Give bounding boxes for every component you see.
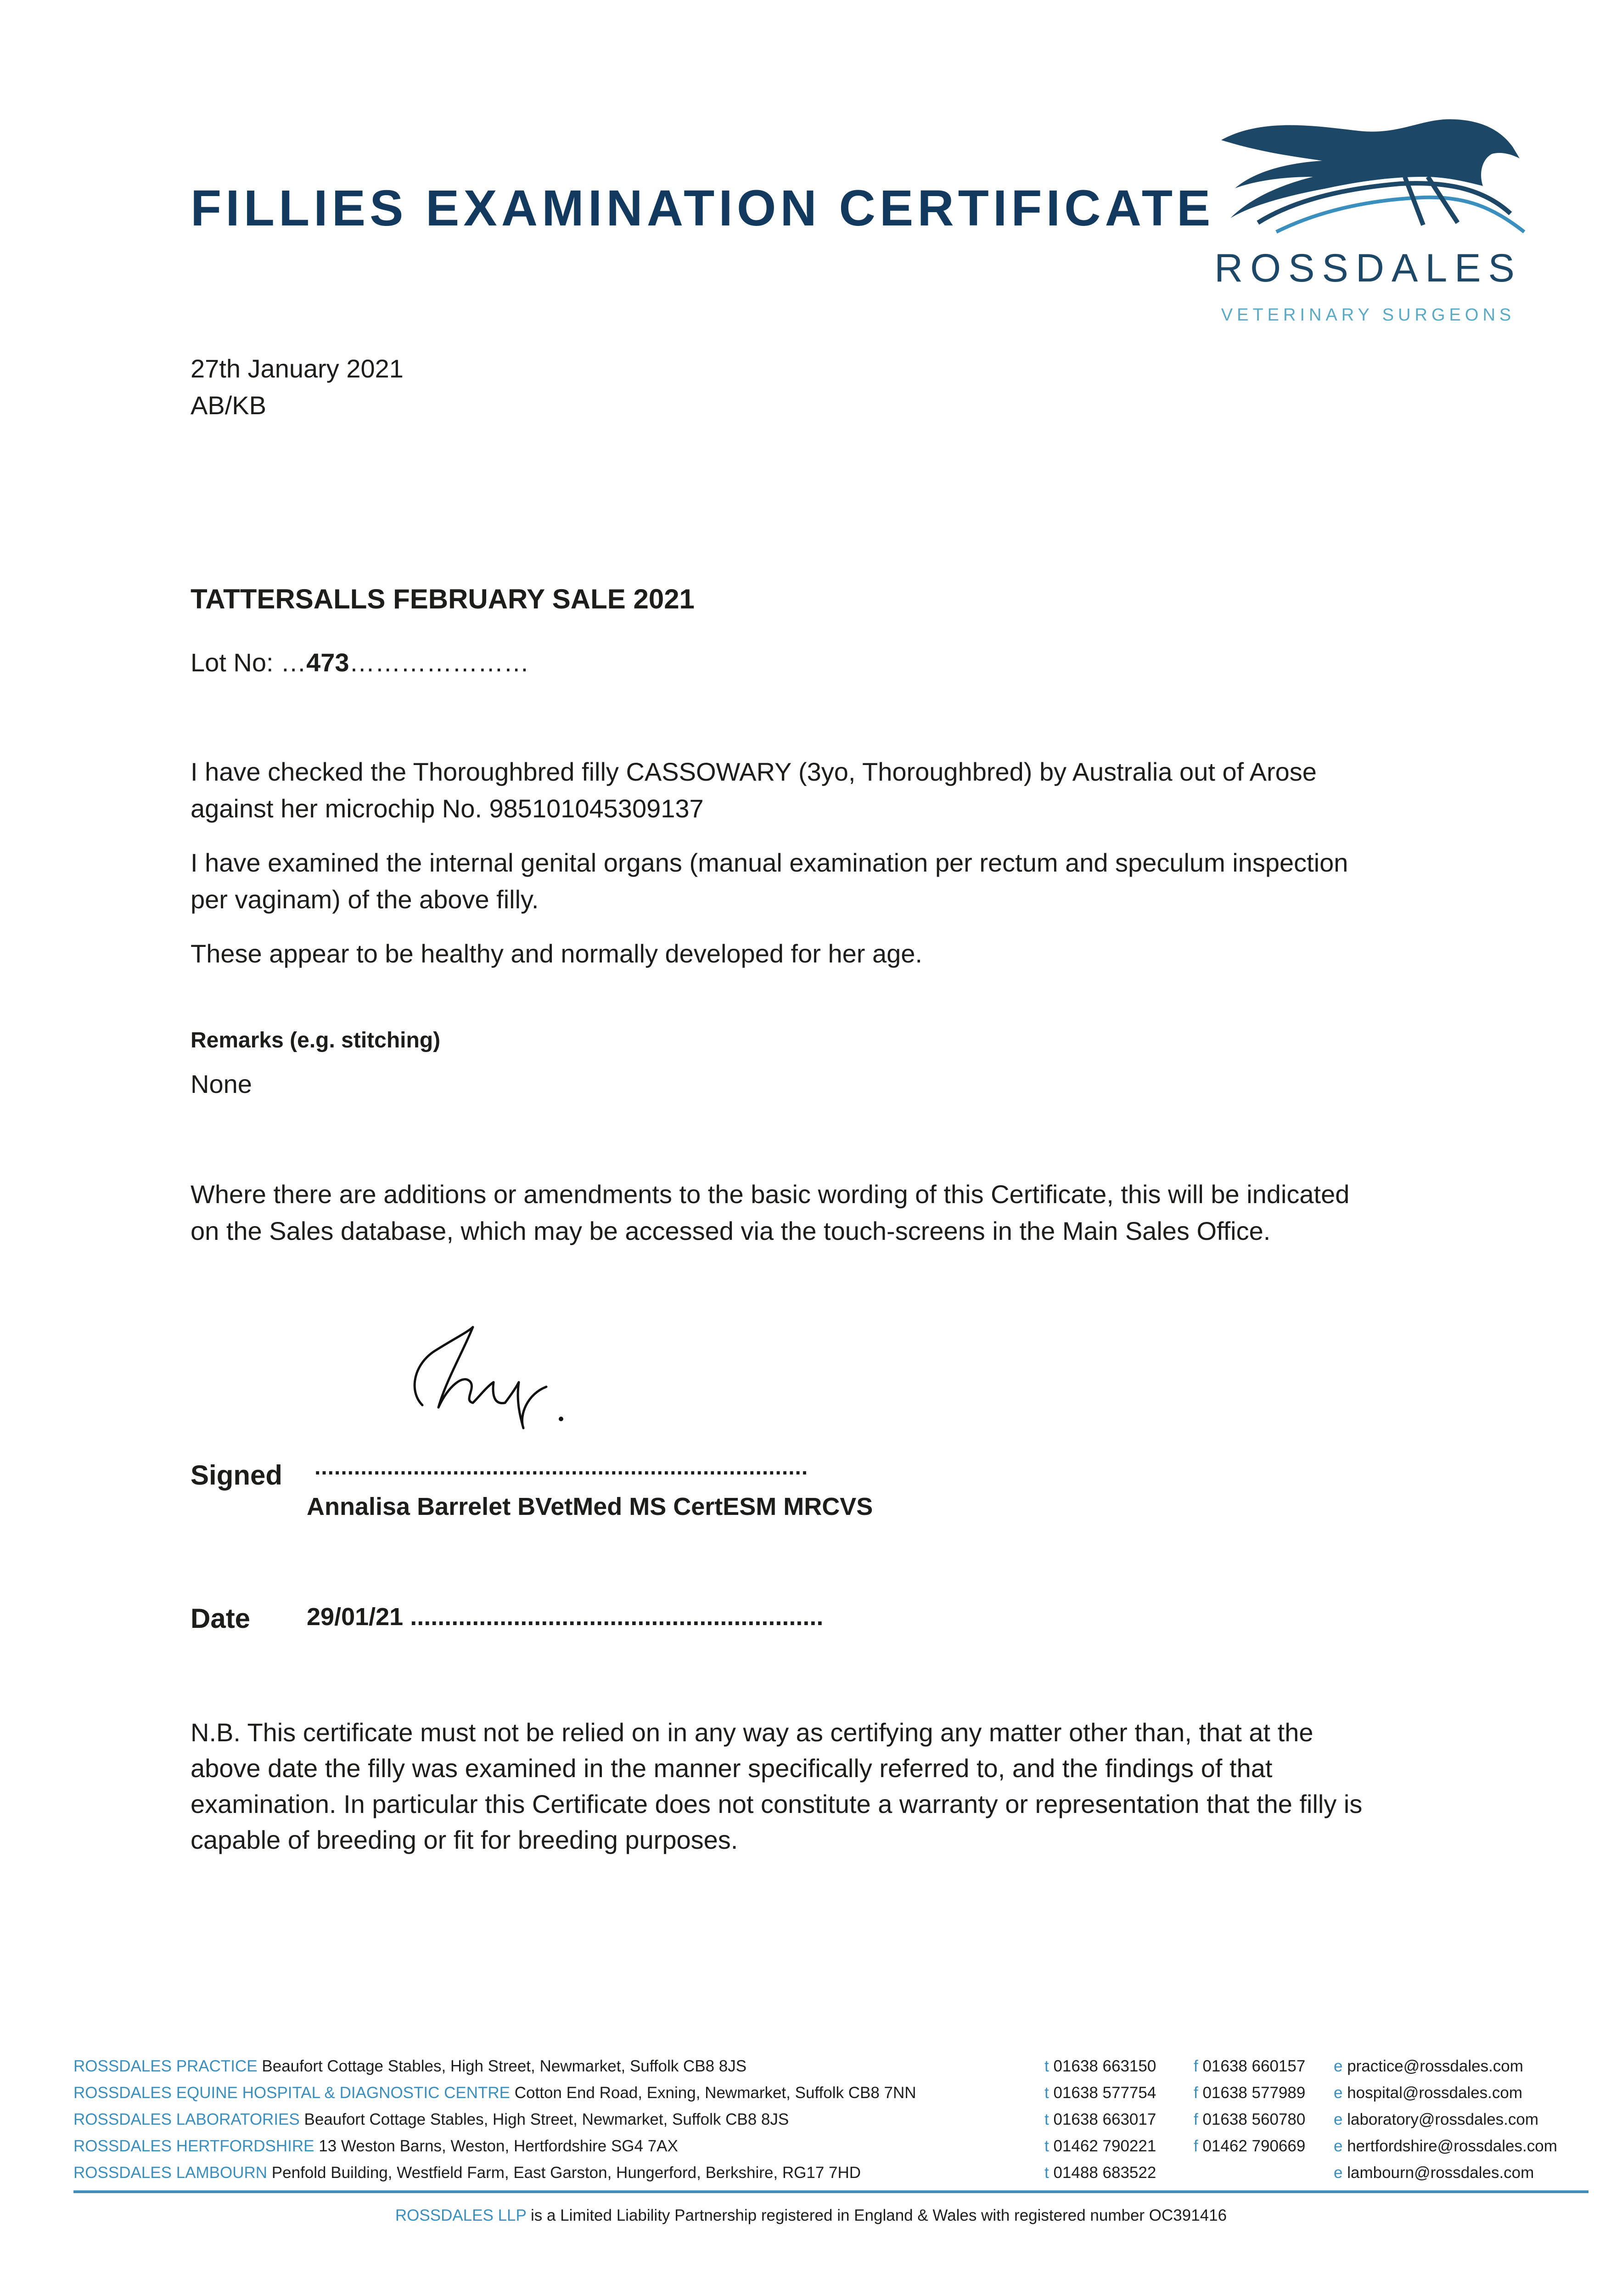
footer-phone: 01638 577754 xyxy=(1053,2084,1156,2102)
footer-contacts xyxy=(73,2057,1588,2190)
footer-llp-name: ROSSDALES LLP xyxy=(395,2206,527,2224)
footer-email[interactable]: practice@rossdales.com xyxy=(1347,2057,1523,2075)
nb-line-1: N.B. This certificate must not be relied on in any way as certifying any matter other than, that at the xyxy=(191,1718,1313,1747)
rossdales-logo xyxy=(1207,108,1529,338)
footer-email[interactable]: hospital@rossdales.com xyxy=(1347,2084,1523,2102)
paragraph-exam-line-1: I have examined the internal genital organs (manual examination per rectum and speculum inspection xyxy=(191,848,1348,877)
footer-email[interactable]: hertfordshire@rossdales.com xyxy=(1347,2137,1557,2155)
certificate-title: FILLIES EXAMINATION CERTIFICATE xyxy=(191,180,1215,236)
footer-hospital-address: Cotton End Road, Exning, Newmarket, Suffolk CB8 7NN xyxy=(514,2084,916,2102)
signed-date-dots: ............................................................ xyxy=(410,1603,824,1631)
footer-fax: 01638 577989 xyxy=(1202,2084,1306,2102)
fax-prefix: f xyxy=(1194,2110,1198,2128)
lot-number: 473 xyxy=(306,648,349,677)
phone-prefix: t xyxy=(1044,2164,1049,2182)
paragraph-exam-line-2: per vaginam) of the above filly. xyxy=(191,885,539,914)
footer-phone: 01488 683522 xyxy=(1053,2164,1156,2182)
sale-heading: TATTERSALLS FEBRUARY SALE 2021 xyxy=(191,584,695,614)
email-prefix: e xyxy=(1334,2110,1343,2128)
phone-prefix: t xyxy=(1044,2137,1049,2155)
paragraph-check-line-2: against her microchip No. 985101045309137 xyxy=(191,794,704,823)
phone-prefix: t xyxy=(1044,2057,1049,2075)
footer-row xyxy=(73,2137,1588,2164)
footer-email[interactable]: laboratory@rossdales.com xyxy=(1347,2110,1539,2128)
email-prefix: e xyxy=(1334,2057,1343,2075)
signed-label: Signed xyxy=(191,1460,283,1491)
fax-prefix: f xyxy=(1194,2084,1198,2102)
footer-lambourn-address: Penfold Building, Westfield Farm, East Garston, Hungerford, Berkshire, RG17 7HD xyxy=(271,2164,861,2182)
footer-email[interactable]: lambourn@rossdales.com xyxy=(1347,2164,1534,2182)
footer-divider xyxy=(73,2190,1588,2193)
footer-row xyxy=(73,2164,1588,2190)
logo-wordmark: ROSSDALES xyxy=(1214,246,1522,290)
logo-subtitle: VETERINARY SURGEONS xyxy=(1221,305,1515,325)
phone-prefix: t xyxy=(1044,2084,1049,2102)
remarks-label: Remarks (e.g. stitching) xyxy=(191,1028,441,1052)
footer-hospital-name: ROSSDALES EQUINE HOSPITAL & DIAGNOSTIC CENTRE xyxy=(73,2084,511,2102)
paragraph-amendments-line-2: on the Sales database, which may be accessed via the touch-screens in the Main Sales Office. xyxy=(191,1216,1271,1245)
lot-suffix-dots: ………………… xyxy=(349,648,529,677)
lot-label: Lot No: xyxy=(191,648,274,677)
remarks-value: None xyxy=(191,1069,252,1098)
horse-logo-icon xyxy=(1207,108,1529,241)
footer-fax: 01462 790669 xyxy=(1202,2137,1306,2155)
signed-date xyxy=(307,1603,823,1631)
letter-date: 27th January 2021 xyxy=(191,354,404,383)
footer-lambourn-name: ROSSDALES LAMBOURN xyxy=(73,2164,268,2182)
fax-prefix: f xyxy=(1194,2137,1198,2155)
paragraph-health: These appear to be healthy and normally developed for her age. xyxy=(191,939,922,968)
footer-row xyxy=(73,2057,1588,2084)
date-label: Date xyxy=(191,1603,251,1634)
signatory-name: Annalisa Barrelet BVetMed MS CertESM MRCVS xyxy=(307,1493,873,1520)
footer-hertfordshire-address: 13 Weston Barns, Weston, Hertfordshire SG4 7AX xyxy=(319,2137,678,2155)
handwritten-signature xyxy=(395,1313,588,1433)
lot-number-line xyxy=(191,644,529,681)
paragraph-check-line-1: I have checked the Thoroughbred filly CASSOWARY (3yo, Thoroughbred) by Australia out of Arose xyxy=(191,757,1317,786)
phone-prefix: t xyxy=(1044,2110,1049,2128)
footer-llp-text: is a Limited Liability Partnership registered in England & Wales with registered number OC391416 xyxy=(530,2206,1227,2224)
reference-code: AB/KB xyxy=(191,391,266,420)
nb-line-3: examination. In particular this Certificate does not constitute a warranty or representation that the filly is xyxy=(191,1790,1363,1818)
signature-dotted-line: ........................................................................... xyxy=(314,1455,808,1480)
footer-row xyxy=(73,2084,1588,2110)
footer-row xyxy=(73,2110,1588,2137)
email-prefix: e xyxy=(1334,2137,1343,2155)
footer-fax: 01638 660157 xyxy=(1202,2057,1306,2075)
footer-laboratories-name: ROSSDALES LABORATORIES xyxy=(73,2110,300,2128)
footer-phone: 01638 663150 xyxy=(1053,2057,1156,2075)
footer-laboratories-address: Beaufort Cottage Stables, High Street, Newmarket, Suffolk CB8 8JS xyxy=(304,2110,789,2128)
footer-practice-name: ROSSDALES PRACTICE xyxy=(73,2057,258,2075)
footer-fax: 01638 560780 xyxy=(1202,2110,1306,2128)
footer-practice-address: Beaufort Cottage Stables, High Street, Newmarket, Suffolk CB8 8JS xyxy=(262,2057,747,2075)
footer-registration-note xyxy=(0,2206,1622,2225)
fax-prefix: f xyxy=(1194,2057,1198,2075)
lot-prefix-dots: … xyxy=(281,648,307,677)
footer-phone: 01638 663017 xyxy=(1053,2110,1156,2128)
paragraph-amendments-line-1: Where there are additions or amendments to the basic wording of this Certificate, this will be indicated xyxy=(191,1180,1350,1209)
footer-phone: 01462 790221 xyxy=(1053,2137,1156,2155)
email-prefix: e xyxy=(1334,2164,1343,2182)
nb-line-4: capable of breeding or fit for breeding purposes. xyxy=(191,1825,738,1854)
footer-hertfordshire-name: ROSSDALES HERTFORDSHIRE xyxy=(73,2137,314,2155)
email-prefix: e xyxy=(1334,2084,1343,2102)
signed-date-value: 29/01/21 xyxy=(307,1603,404,1631)
nb-line-2: above date the filly was examined in the manner specifically referred to, and the findings of that xyxy=(191,1754,1273,1783)
